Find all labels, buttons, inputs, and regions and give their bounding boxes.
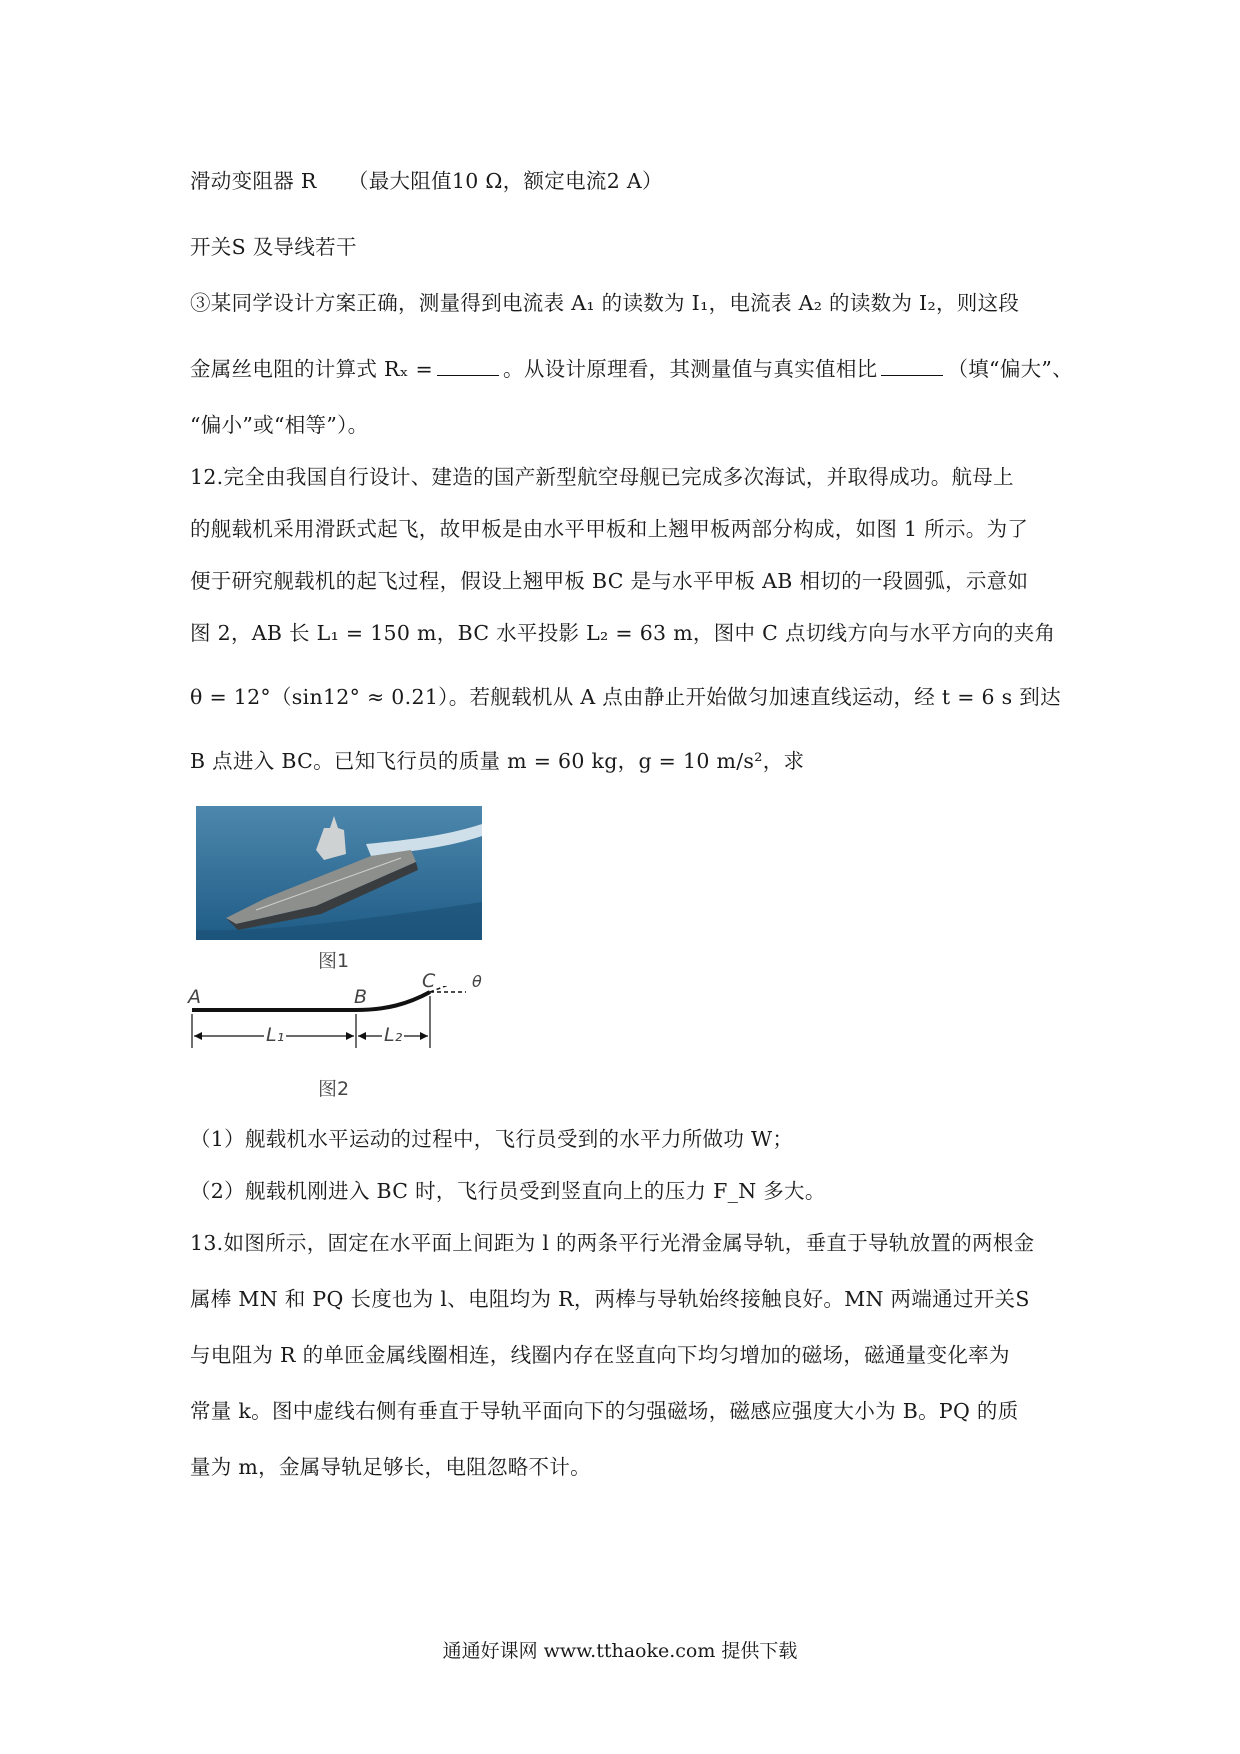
point-a-label: A <box>188 986 201 1008</box>
theta-label: θ <box>472 972 482 991</box>
deck-profile <box>192 992 430 1010</box>
figure-1-caption: 图1 <box>318 950 350 972</box>
point-b-label: B <box>354 986 368 1008</box>
deck-diagram <box>186 970 506 1058</box>
answer-blank-2 <box>881 357 943 376</box>
l2-label: L₂ <box>384 1024 403 1046</box>
problem-12-line-2: 的舰载机采用滑跃式起飞，故甲板是由水平甲板和上翘甲板两部分构成，如图 1 所示。为了 <box>190 517 1029 541</box>
text-line-formula <box>190 352 1073 382</box>
formula-text: 金属丝电阻的计算式 Rₓ = <box>190 357 434 381</box>
figure-2-caption: 图2 <box>318 1078 350 1100</box>
point-c-label: C <box>422 970 436 992</box>
text-line-options: “偏小”或“相等”）。 <box>190 413 369 437</box>
fill-hint: （填“偏大”、 <box>947 357 1074 381</box>
problem-12-line-6: B 点进入 BC。已知飞行员的质量 m = 60 kg，g = 10 m/s²，求 <box>190 749 805 773</box>
problem-12-line-5: θ = 12°（sin12° ≈ 0.21）。若舰载机从 A 点由静止开始做匀加速直线运动，经 t = 6 s 到达 <box>190 685 1061 709</box>
sub-question-2: （2）舰载机刚进入 BC 时，飞行员受到竖直向上的压力 F_N 多大。 <box>190 1179 826 1203</box>
problem-13-line-3: 与电阻为 R 的单匝金属线圈相连，线圈内存在竖直向下均匀增加的磁场，磁通量变化率为 <box>190 1343 1010 1367</box>
problem-13-line-1: 13.如图所示，固定在水平面上间距为 l 的两条平行光滑金属导轨，垂直于导轨放置的两根金 <box>190 1231 1035 1255</box>
compare-text: 。从设计原理看，其测量值与真实值相比 <box>503 357 878 381</box>
aircraft-carrier-photo <box>196 806 482 940</box>
problem-12-line-3: 便于研究舰载机的起飞过程，假设上翘甲板 BC 是与水平甲板 AB 相切的一段圆弧，示意如 <box>190 569 1029 593</box>
problem-12-line-1: 12.完全由我国自行设计、建造的国产新型航空母舰已完成多次海试，并取得成功。航母上 <box>190 465 1014 489</box>
text-line-q3: ③某同学设计方案正确，测量得到电流表 A₁ 的读数为 I₁，电流表 A₂ 的读数为 I₂，则这段 <box>190 291 1020 315</box>
text-line-switch: 开关S 及导线若干 <box>190 235 357 259</box>
problem-13-line-4: 常量 k。图中虚线右侧有垂直于导轨平面向下的匀强磁场，磁感应强度大小为 B。PQ 的质 <box>190 1399 1019 1423</box>
answer-blank-1 <box>437 357 499 376</box>
text-line-rheostat: 滑动变阻器 R （最大阻值10 Ω，额定电流2 A） <box>190 169 663 193</box>
problem-12-line-4: 图 2，AB 长 L₁ = 150 m，BC 水平投影 L₂ = 63 m，图中 C 点切线方向与水平方向的夹角 <box>190 621 1056 645</box>
l1-label: L₁ <box>266 1024 285 1046</box>
problem-13-line-2: 属棒 MN 和 PQ 长度也为 l、电阻均为 R，两棒与导轨始终接触良好。MN 两端通过开关S <box>190 1287 1030 1311</box>
sub-question-1: （1）舰载机水平运动的过程中，飞行员受到的水平力所做功 W； <box>190 1127 794 1151</box>
page-footer: 通通好课网 www.tthaoke.com 提供下载 <box>442 1640 798 1662</box>
problem-13-line-5: 量为 m，金属导轨足够长，电阻忽略不计。 <box>190 1455 591 1479</box>
